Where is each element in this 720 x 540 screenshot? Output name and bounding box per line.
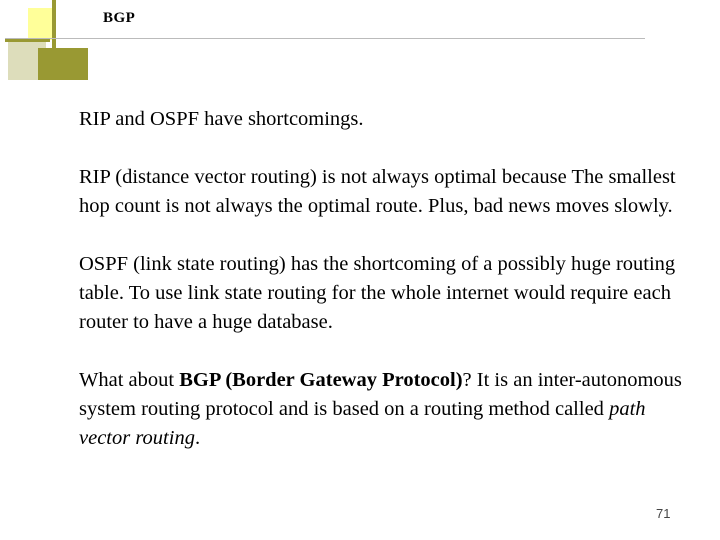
paragraph-rip: RIP (distance vector routing) is not always optimal because The smallest hop count is not always the optimal route. Plus, bad news moves slowly. [79, 166, 676, 217]
decor-horizontal-accent [5, 39, 50, 42]
paragraph-shortcomings: RIP and OSPF have shortcomings. [79, 108, 364, 130]
page-number: 71 [656, 506, 671, 521]
slide-title: BGP [103, 10, 136, 26]
paragraph-bgp-end: . [194, 427, 201, 449]
paragraph-ospf: OSPF (link state routing) has the shortcoming of a possibly huge routing table. To use link state routing for the whole internet would require each router to have a huge database. [79, 253, 676, 333]
decor-vertical-line [52, 0, 56, 80]
paragraph-bgp-middle: ? It is an inter-autonomous system routing protocol and is based on a routing method called [79, 369, 682, 420]
decor-horizontal-line [5, 38, 645, 39]
paragraph-bgp [79, 366, 684, 453]
decor-olive-square [38, 48, 88, 80]
bgp-term: BGP (Border Gateway Protocol) [179, 369, 463, 391]
path-vector-term: path vector routing [79, 398, 646, 449]
slide-body [79, 105, 684, 482]
paragraph-bgp-intro: What about [79, 369, 180, 391]
